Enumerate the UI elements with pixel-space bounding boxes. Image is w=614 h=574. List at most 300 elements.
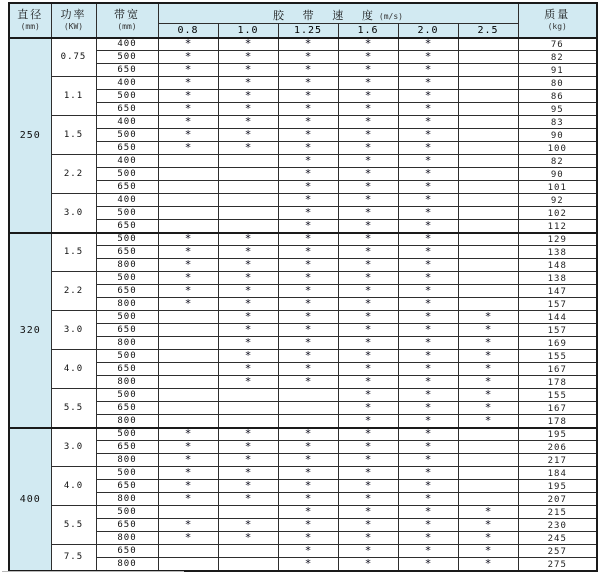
speed-mark-cell: * <box>278 493 338 506</box>
speed-mark-cell <box>158 207 218 220</box>
speed-mark-cell: * <box>158 272 218 285</box>
speed-mark-cell: * <box>218 363 278 376</box>
speed-mark-cell <box>218 558 278 571</box>
mass-cell: 215 <box>518 506 597 519</box>
speed-mark-cell: * <box>158 519 218 532</box>
belt-width-cell: 500 <box>96 311 158 324</box>
table-row <box>9 415 597 428</box>
speed-mark-cell: * <box>338 220 398 233</box>
speed-mark-cell: * <box>158 90 218 103</box>
mass-header-title: 质量 <box>544 8 571 22</box>
speed-mark-cell <box>218 545 278 558</box>
speed-mark-cell: * <box>278 441 338 454</box>
speed-mark-cell <box>458 103 518 116</box>
belt-speed-header-unit: (m/s) <box>378 12 403 21</box>
table-row <box>9 324 597 337</box>
speed-mark-cell: * <box>278 155 338 168</box>
speed-mark-cell: * <box>398 350 458 363</box>
speed-col-header-2.5: 2.5 <box>458 24 518 38</box>
diameter-header-unit: (mm) <box>20 22 40 32</box>
speed-mark-cell: * <box>338 311 398 324</box>
speed-mark-cell: * <box>338 90 398 103</box>
mass-cell: 82 <box>518 51 597 64</box>
speed-mark-cell <box>458 168 518 181</box>
diameter-header-title: 直径 <box>17 8 44 22</box>
speed-mark-cell <box>458 207 518 220</box>
table-row <box>9 298 597 311</box>
speed-mark-cell: * <box>338 506 398 519</box>
speed-mark-cell <box>158 181 218 194</box>
speed-mark-cell <box>458 272 518 285</box>
mass-cell: 178 <box>518 415 597 428</box>
table-row <box>9 38 597 51</box>
speed-mark-cell: * <box>398 285 458 298</box>
speed-mark-cell: * <box>278 194 338 207</box>
speed-mark-cell: * <box>338 350 398 363</box>
speed-mark-cell <box>458 38 518 51</box>
mass-header-unit: (kg) <box>547 22 567 32</box>
speed-mark-cell <box>278 415 338 428</box>
power-cell: 3.0 <box>51 311 96 350</box>
speed-mark-cell: * <box>338 77 398 90</box>
belt-width-cell: 500 <box>96 129 158 142</box>
speed-mark-cell: * <box>278 129 338 142</box>
speed-mark-cell: * <box>158 142 218 155</box>
speed-mark-cell <box>458 77 518 90</box>
belt-width-cell: 650 <box>96 402 158 415</box>
speed-mark-cell: * <box>338 259 398 272</box>
table-row <box>9 311 597 324</box>
speed-mark-cell: * <box>398 428 458 441</box>
belt-width-cell: 650 <box>96 246 158 259</box>
speed-mark-cell: * <box>398 402 458 415</box>
speed-mark-cell: * <box>398 324 458 337</box>
speed-mark-cell: * <box>338 454 398 467</box>
speed-mark-cell: * <box>398 103 458 116</box>
speed-mark-cell: * <box>398 38 458 51</box>
speed-mark-cell: * <box>338 376 398 389</box>
spec-table-header <box>9 3 597 38</box>
mass-cell: 195 <box>518 480 597 493</box>
speed-col-header-2.0: 2.0 <box>398 24 458 38</box>
speed-mark-cell: * <box>338 467 398 480</box>
table-row <box>9 155 597 168</box>
speed-mark-cell <box>158 558 218 571</box>
speed-mark-cell <box>458 220 518 233</box>
speed-mark-cell: * <box>398 467 458 480</box>
table-row <box>9 194 597 207</box>
speed-mark-cell <box>278 402 338 415</box>
table-row <box>9 90 597 103</box>
speed-col-header-0.8: 0.8 <box>158 24 218 38</box>
speed-mark-cell: * <box>278 532 338 545</box>
speed-mark-cell: * <box>398 519 458 532</box>
belt-width-cell: 500 <box>96 467 158 480</box>
speed-mark-cell: * <box>158 532 218 545</box>
speed-mark-cell <box>158 350 218 363</box>
speed-mark-cell: * <box>158 246 218 259</box>
speed-mark-cell: * <box>398 181 458 194</box>
mass-cell: 86 <box>518 90 597 103</box>
table-row <box>9 116 597 129</box>
speed-mark-cell <box>158 168 218 181</box>
speed-mark-cell: * <box>278 298 338 311</box>
mass-cell: 90 <box>518 129 597 142</box>
speed-mark-cell <box>458 181 518 194</box>
speed-mark-cell: * <box>338 64 398 77</box>
belt-width-cell: 500 <box>96 428 158 441</box>
speed-mark-cell: * <box>278 480 338 493</box>
power-cell: 1.1 <box>51 77 96 116</box>
speed-mark-cell: * <box>398 51 458 64</box>
speed-mark-cell <box>158 545 218 558</box>
power-cell: 4.0 <box>51 350 96 389</box>
speed-mark-cell: * <box>218 246 278 259</box>
power-cell: 1.5 <box>51 233 96 272</box>
speed-mark-cell: * <box>158 103 218 116</box>
speed-mark-cell: * <box>338 181 398 194</box>
speed-mark-cell: * <box>398 220 458 233</box>
speed-mark-cell <box>458 259 518 272</box>
speed-mark-cell: * <box>218 259 278 272</box>
mass-cell: 101 <box>518 181 597 194</box>
belt-width-cell: 800 <box>96 558 158 571</box>
speed-mark-cell: * <box>278 272 338 285</box>
spec-table <box>8 2 598 572</box>
mass-cell: 76 <box>518 38 597 51</box>
belt-width-cell: 400 <box>96 38 158 51</box>
speed-mark-cell: * <box>338 155 398 168</box>
table-row <box>9 532 597 545</box>
speed-mark-cell: * <box>338 285 398 298</box>
belt-width-cell: 650 <box>96 519 158 532</box>
belt-width-header-title: 带宽 <box>114 8 140 22</box>
belt-width-cell: 650 <box>96 363 158 376</box>
speed-mark-cell <box>158 324 218 337</box>
speed-mark-cell: * <box>338 103 398 116</box>
speed-mark-cell: * <box>158 467 218 480</box>
table-row <box>9 428 597 441</box>
speed-mark-cell <box>458 441 518 454</box>
speed-mark-cell: * <box>218 103 278 116</box>
speed-mark-cell: * <box>398 194 458 207</box>
speed-mark-cell: * <box>338 428 398 441</box>
speed-mark-cell: * <box>458 558 518 571</box>
speed-mark-cell <box>458 51 518 64</box>
table-row <box>9 350 597 363</box>
speed-mark-cell <box>458 233 518 246</box>
speed-mark-cell: * <box>218 480 278 493</box>
speed-mark-cell: * <box>338 51 398 64</box>
table-row <box>9 337 597 350</box>
power-cell: 7.5 <box>51 545 96 571</box>
speed-mark-cell: * <box>218 324 278 337</box>
mass-cell: 157 <box>518 298 597 311</box>
table-row <box>9 233 597 246</box>
speed-mark-cell: * <box>158 480 218 493</box>
speed-mark-cell: * <box>278 38 338 51</box>
speed-mark-cell: * <box>218 337 278 350</box>
mass-cell: 169 <box>518 337 597 350</box>
power-cell: 5.5 <box>51 389 96 428</box>
speed-mark-cell: * <box>278 363 338 376</box>
mass-cell: 91 <box>518 64 597 77</box>
belt-width-cell: 650 <box>96 545 158 558</box>
speed-mark-cell: * <box>158 259 218 272</box>
table-row <box>9 103 597 116</box>
mass-cell: 129 <box>518 233 597 246</box>
table-row <box>9 129 597 142</box>
speed-mark-cell: * <box>278 220 338 233</box>
speed-mark-cell: * <box>218 116 278 129</box>
belt-width-cell: 800 <box>96 415 158 428</box>
speed-mark-cell: * <box>278 181 338 194</box>
speed-mark-cell: * <box>398 272 458 285</box>
speed-mark-cell: * <box>398 493 458 506</box>
belt-width-cell: 500 <box>96 233 158 246</box>
speed-mark-cell: * <box>398 311 458 324</box>
speed-mark-cell: * <box>338 389 398 402</box>
speed-mark-cell <box>458 129 518 142</box>
belt-width-cell: 500 <box>96 168 158 181</box>
speed-mark-cell: * <box>158 77 218 90</box>
diameter-cell: 320 <box>9 233 51 428</box>
belt-width-cell: 500 <box>96 272 158 285</box>
speed-mark-cell <box>458 116 518 129</box>
speed-mark-cell: * <box>338 246 398 259</box>
speed-mark-cell: * <box>278 90 338 103</box>
speed-mark-cell: * <box>218 428 278 441</box>
spec-table-body <box>9 38 597 571</box>
speed-mark-cell <box>158 337 218 350</box>
speed-mark-cell <box>158 376 218 389</box>
belt-width-cell: 650 <box>96 64 158 77</box>
speed-mark-cell: * <box>398 142 458 155</box>
belt-speed-header-title: 胶 带 速 度 <box>273 9 379 22</box>
speed-mark-cell: * <box>458 506 518 519</box>
speed-mark-cell: * <box>398 441 458 454</box>
power-cell: 2.2 <box>51 155 96 194</box>
speed-mark-cell: * <box>338 142 398 155</box>
power-cell: 2.2 <box>51 272 96 311</box>
speed-mark-cell <box>158 220 218 233</box>
speed-mark-cell: * <box>278 467 338 480</box>
speed-mark-cell: * <box>278 454 338 467</box>
speed-mark-cell: * <box>158 428 218 441</box>
speed-mark-cell <box>458 194 518 207</box>
speed-mark-cell: * <box>338 207 398 220</box>
diameter-cell: 400 <box>9 428 51 571</box>
table-row <box>9 376 597 389</box>
speed-mark-cell: * <box>158 298 218 311</box>
mass-cell: 245 <box>518 532 597 545</box>
col-header-belt-width <box>96 3 158 38</box>
speed-mark-cell: * <box>218 129 278 142</box>
belt-width-cell: 800 <box>96 493 158 506</box>
speed-mark-cell: * <box>158 454 218 467</box>
speed-mark-cell <box>218 415 278 428</box>
speed-mark-cell <box>218 402 278 415</box>
table-row <box>9 142 597 155</box>
belt-width-cell: 400 <box>96 116 158 129</box>
speed-mark-cell: * <box>338 38 398 51</box>
speed-mark-cell: * <box>158 233 218 246</box>
mass-cell: 155 <box>518 389 597 402</box>
speed-mark-cell: * <box>458 363 518 376</box>
speed-mark-cell: * <box>338 532 398 545</box>
mass-cell: 178 <box>518 376 597 389</box>
speed-mark-cell: * <box>338 493 398 506</box>
speed-mark-cell: * <box>398 168 458 181</box>
belt-width-cell: 500 <box>96 207 158 220</box>
speed-mark-cell <box>458 155 518 168</box>
speed-mark-cell: * <box>398 233 458 246</box>
table-row <box>9 545 597 558</box>
table-row <box>9 402 597 415</box>
table-row <box>9 77 597 90</box>
speed-mark-cell <box>218 181 278 194</box>
speed-mark-cell: * <box>218 38 278 51</box>
speed-mark-cell <box>458 285 518 298</box>
speed-mark-cell: * <box>398 389 458 402</box>
col-header-belt-speed <box>158 3 518 24</box>
speed-mark-cell: * <box>218 90 278 103</box>
speed-mark-cell <box>278 389 338 402</box>
speed-mark-cell: * <box>218 233 278 246</box>
speed-mark-cell: * <box>398 90 458 103</box>
speed-mark-cell: * <box>398 532 458 545</box>
belt-width-cell: 400 <box>96 194 158 207</box>
speed-mark-cell <box>218 194 278 207</box>
speed-mark-cell: * <box>398 64 458 77</box>
power-cell: 4.0 <box>51 467 96 506</box>
belt-width-cell: 650 <box>96 285 158 298</box>
speed-mark-cell: * <box>338 324 398 337</box>
speed-mark-cell: * <box>278 311 338 324</box>
speed-mark-cell: * <box>278 376 338 389</box>
speed-mark-cell <box>218 155 278 168</box>
mass-cell: 217 <box>518 454 597 467</box>
speed-mark-cell <box>158 402 218 415</box>
speed-mark-cell <box>158 389 218 402</box>
speed-mark-cell: * <box>218 64 278 77</box>
speed-mark-cell: * <box>218 532 278 545</box>
speed-mark-cell: * <box>218 493 278 506</box>
speed-mark-cell: * <box>218 51 278 64</box>
speed-col-header-1.0: 1.0 <box>218 24 278 38</box>
speed-mark-cell: * <box>398 558 458 571</box>
speed-mark-cell: * <box>278 51 338 64</box>
belt-width-cell: 500 <box>96 389 158 402</box>
speed-mark-cell <box>158 194 218 207</box>
belt-width-cell: 650 <box>96 220 158 233</box>
table-row <box>9 285 597 298</box>
mass-cell: 102 <box>518 207 597 220</box>
speed-mark-cell: * <box>278 116 338 129</box>
table-row <box>9 363 597 376</box>
power-header-unit: (KW) <box>63 22 84 32</box>
speed-mark-cell: * <box>458 519 518 532</box>
speed-mark-cell: * <box>458 311 518 324</box>
speed-mark-cell: * <box>398 376 458 389</box>
speed-mark-cell: * <box>458 324 518 337</box>
speed-mark-cell: * <box>278 246 338 259</box>
speed-mark-cell: * <box>278 103 338 116</box>
speed-mark-cell: * <box>278 545 338 558</box>
speed-mark-cell: * <box>398 506 458 519</box>
speed-mark-cell: * <box>158 129 218 142</box>
belt-width-cell: 650 <box>96 103 158 116</box>
mass-cell: 206 <box>518 441 597 454</box>
speed-mark-cell <box>218 207 278 220</box>
speed-mark-cell: * <box>218 454 278 467</box>
speed-mark-cell <box>458 428 518 441</box>
speed-mark-cell: * <box>398 207 458 220</box>
speed-mark-cell: * <box>278 519 338 532</box>
speed-mark-cell <box>458 298 518 311</box>
belt-width-cell: 650 <box>96 324 158 337</box>
speed-mark-cell: * <box>158 51 218 64</box>
speed-mark-cell <box>158 415 218 428</box>
speed-mark-cell: * <box>218 350 278 363</box>
mass-cell: 100 <box>518 142 597 155</box>
belt-width-cell: 800 <box>96 337 158 350</box>
speed-mark-cell: * <box>398 246 458 259</box>
speed-mark-cell: * <box>218 467 278 480</box>
belt-width-cell: 500 <box>96 506 158 519</box>
mass-cell: 83 <box>518 116 597 129</box>
table-row <box>9 64 597 77</box>
speed-mark-cell: * <box>338 441 398 454</box>
speed-mark-cell: * <box>278 64 338 77</box>
mass-cell: 148 <box>518 259 597 272</box>
power-cell: 1.5 <box>51 116 96 155</box>
speed-mark-cell: * <box>458 376 518 389</box>
speed-mark-cell <box>458 493 518 506</box>
speed-mark-cell: * <box>338 519 398 532</box>
speed-mark-cell: * <box>278 207 338 220</box>
belt-width-cell: 500 <box>96 90 158 103</box>
table-row <box>9 441 597 454</box>
speed-mark-cell: * <box>338 402 398 415</box>
belt-width-cell: 650 <box>96 441 158 454</box>
speed-mark-cell: * <box>398 480 458 493</box>
speed-mark-cell <box>458 480 518 493</box>
speed-mark-cell: * <box>218 519 278 532</box>
speed-mark-cell: * <box>398 337 458 350</box>
belt-width-cell: 650 <box>96 480 158 493</box>
table-row <box>9 207 597 220</box>
page-edge-artifact-line <box>2 571 184 572</box>
speed-mark-cell: * <box>338 272 398 285</box>
speed-mark-cell: * <box>218 311 278 324</box>
speed-mark-cell: * <box>338 233 398 246</box>
table-row <box>9 519 597 532</box>
mass-cell: 167 <box>518 402 597 415</box>
speed-mark-cell <box>158 311 218 324</box>
belt-width-cell: 400 <box>96 155 158 168</box>
speed-mark-cell: * <box>278 142 338 155</box>
speed-mark-cell: * <box>218 376 278 389</box>
mass-cell: 257 <box>518 545 597 558</box>
mass-cell: 195 <box>518 428 597 441</box>
table-row <box>9 246 597 259</box>
speed-mark-cell: * <box>218 142 278 155</box>
speed-mark-cell: * <box>278 350 338 363</box>
col-header-power <box>51 3 96 38</box>
speed-mark-cell: * <box>278 324 338 337</box>
speed-mark-cell <box>458 142 518 155</box>
